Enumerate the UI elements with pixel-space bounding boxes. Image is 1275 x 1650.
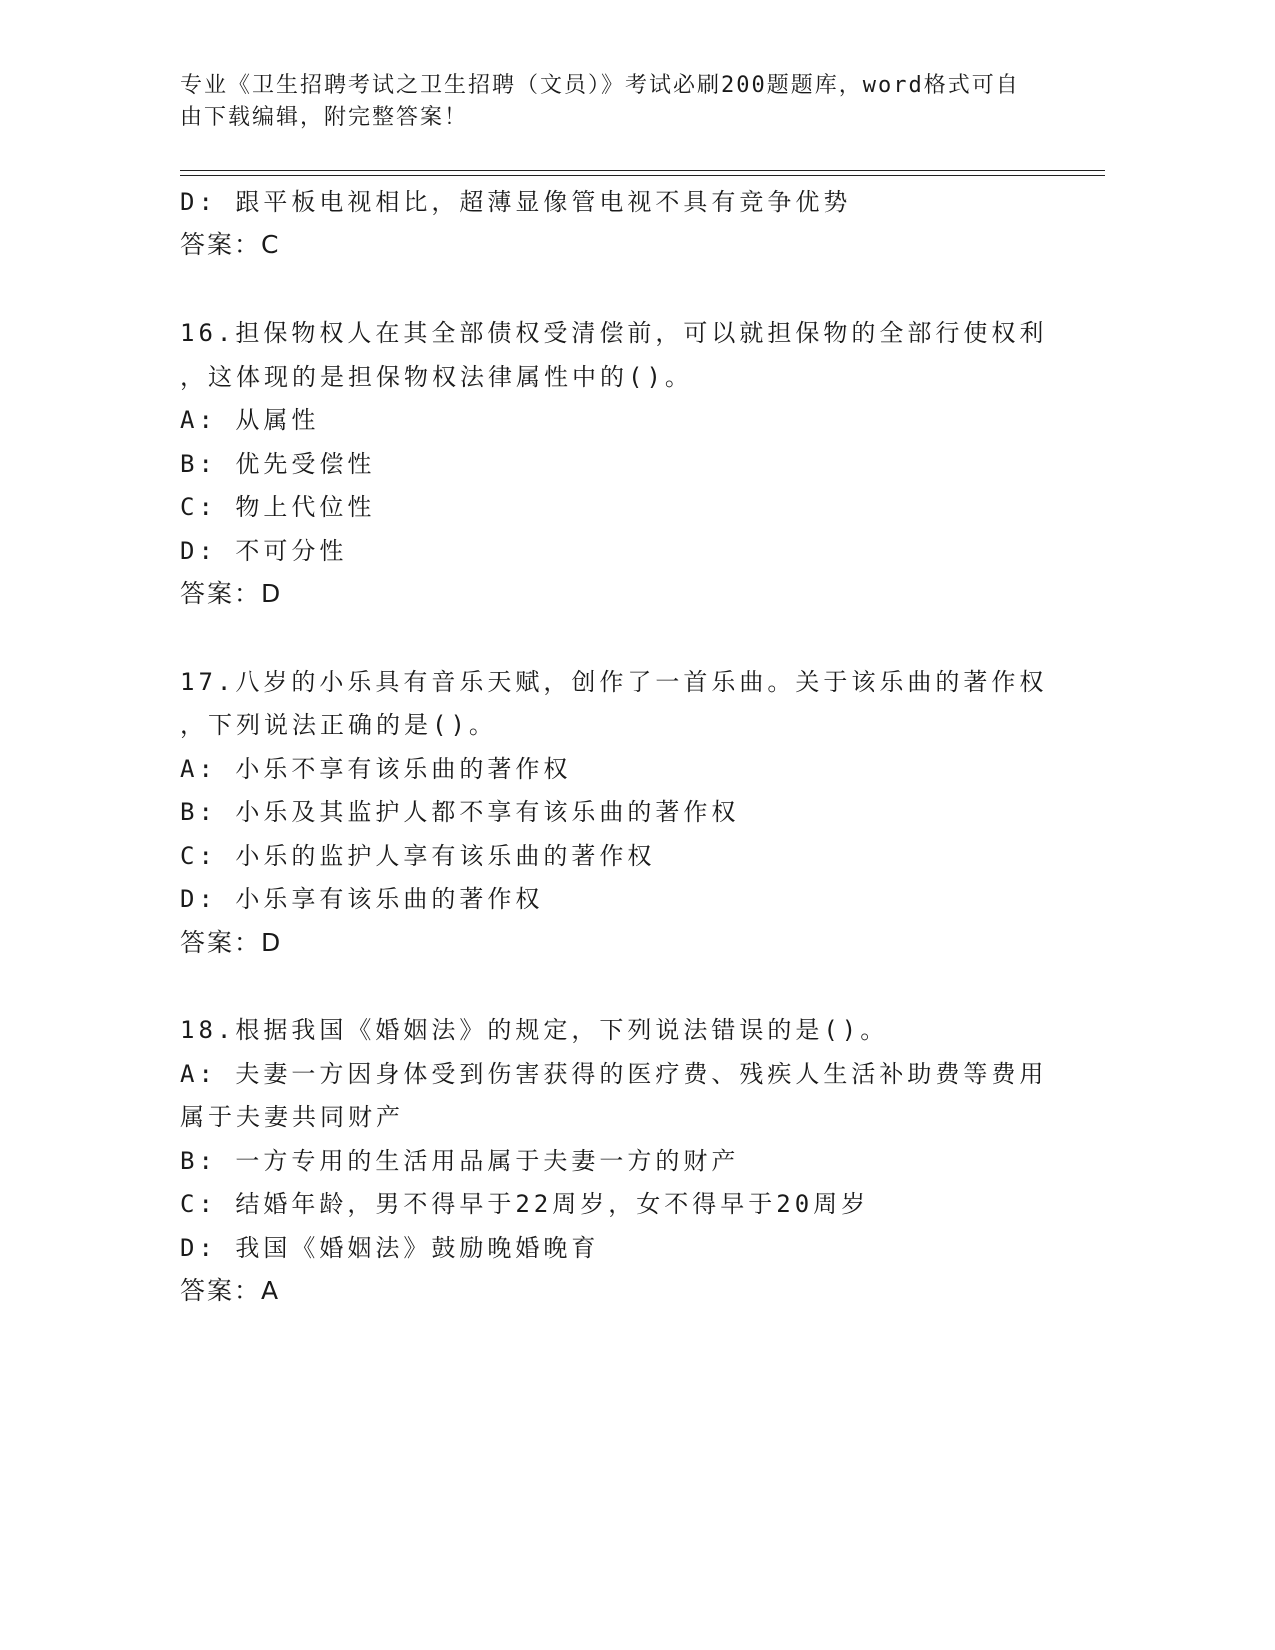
- q15-answer: 答案：C: [180, 230, 281, 259]
- q18-option-d: D: 我国《婚姻法》鼓励晚婚晚育: [180, 1234, 600, 1262]
- q18-stem-line1: 18.根据我国《婚姻法》的规定，下列说法错误的是()。: [180, 1016, 889, 1044]
- q16-stem-line2: ，这体现的是担保物权法律属性中的()。: [180, 363, 693, 391]
- q16-stem-line1: 16.担保物权人在其全部债权受清偿前，可以就担保物的全部行使权利: [180, 319, 1048, 347]
- q17-option-b: B: 小乐及其监护人都不享有该乐曲的著作权: [180, 798, 740, 826]
- q17-option-c: C: 小乐的监护人享有该乐曲的著作权: [180, 842, 656, 870]
- q18-answer: 答案：A: [180, 1276, 281, 1305]
- q16-answer: 答案：D: [180, 579, 283, 608]
- document-header: 专业《卫生招聘考试之卫生招聘（文员）》考试必刷200题题库，word格式可自由下载编辑，附完整答案！: [180, 73, 1020, 130]
- q15-option-d: D: 跟平板电视相比，超薄显像管电视不具有竞争优势: [180, 188, 852, 216]
- q18-option-b: B: 一方专用的生活用品属于夫妻一方的财产: [180, 1147, 740, 1175]
- q17-option-a: A: 小乐不享有该乐曲的著作权: [180, 755, 572, 783]
- q16-option-c: C: 物上代位性: [180, 493, 376, 521]
- q17-stem-line2: ，下列说法正确的是()。: [180, 711, 497, 739]
- q18-option-c: C: 结婚年龄，男不得早于22周岁，女不得早于20周岁: [180, 1190, 870, 1218]
- header-divider-bottom: [180, 175, 1105, 176]
- q18-option-a-line1: A: 夫妻一方因身体受到伤害获得的医疗费、残疾人生活补助费等费用: [180, 1060, 1048, 1088]
- q16-option-d: D: 不可分性: [180, 537, 348, 565]
- q16-option-b: B: 优先受偿性: [180, 450, 376, 478]
- q17-stem-line1: 17.八岁的小乐具有音乐天赋，创作了一首乐曲。关于该乐曲的著作权: [180, 668, 1048, 696]
- header-divider-top: [180, 170, 1105, 171]
- q16-option-a: A: 从属性: [180, 406, 320, 434]
- q17-option-d: D: 小乐享有该乐曲的著作权: [180, 885, 544, 913]
- q17-answer: 答案：D: [180, 928, 283, 957]
- q18-option-a-line2: 属于夫妻共同财产: [180, 1103, 404, 1131]
